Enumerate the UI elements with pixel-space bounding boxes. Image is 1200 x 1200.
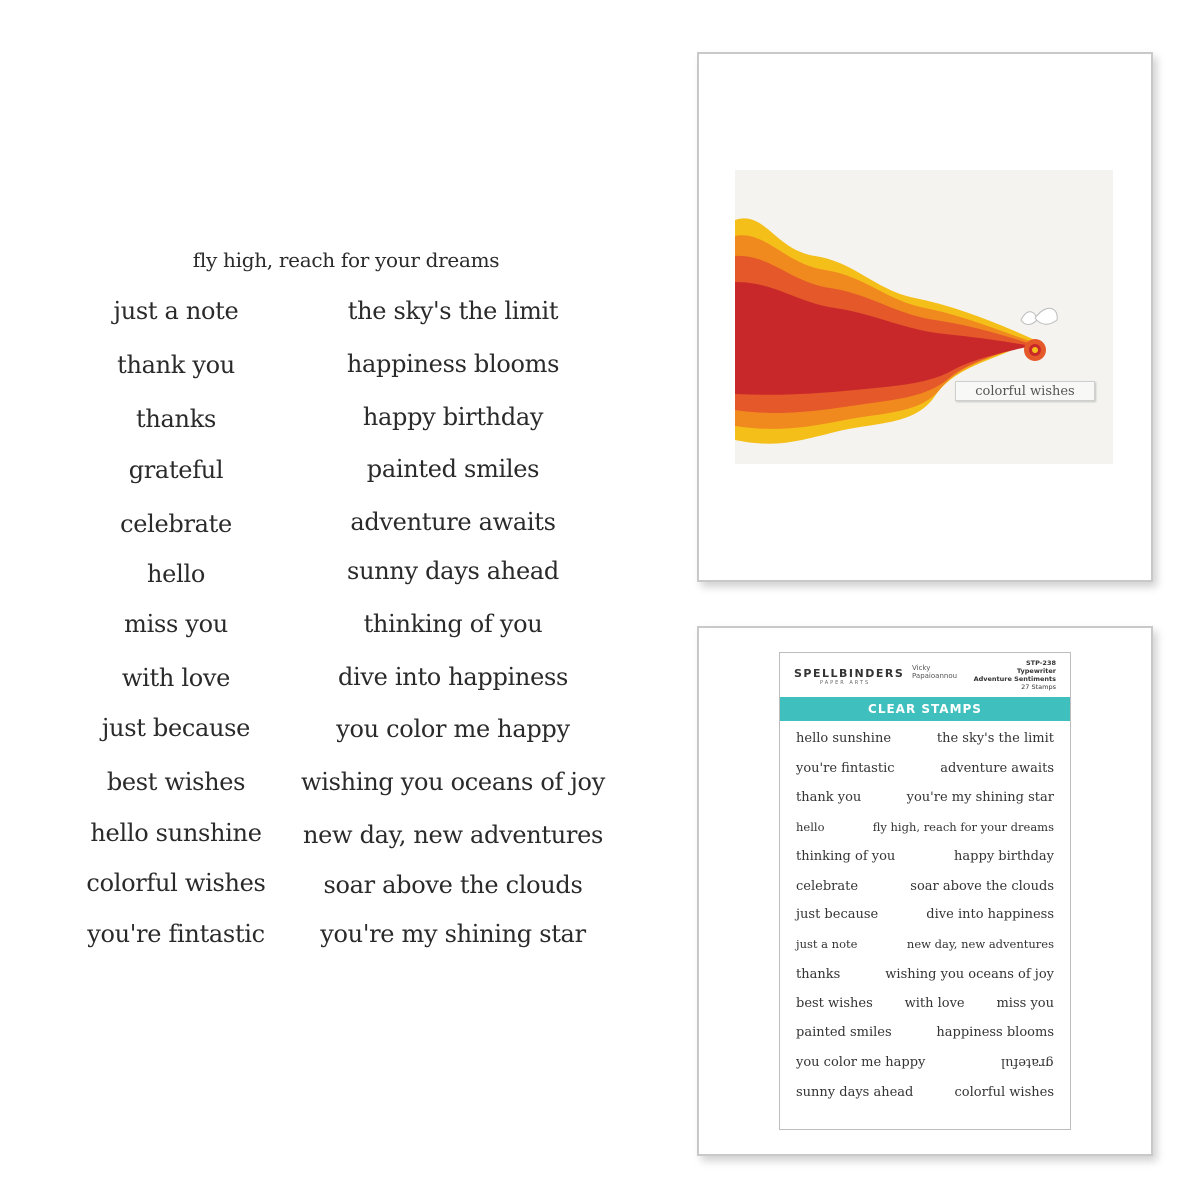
stamp-row: you're fintastic adventure awaits [796, 761, 1054, 776]
sentiment-left: with love [121, 664, 231, 692]
stamp-row: thinking of you happy birthday [796, 849, 1054, 864]
flame-waves-illustration [735, 170, 1113, 464]
sentiment-right: thinking of you [363, 610, 543, 638]
sentiment-left: thank you [117, 351, 235, 379]
package-header [780, 653, 1070, 697]
sentiment-right: new day, new adventures [302, 821, 604, 849]
sentiment-left: celebrate [120, 510, 232, 538]
stamp-row: thank you you're my shining star [796, 790, 1054, 805]
stamp-row: you color me happy grateful [796, 1055, 1054, 1070]
sentiment-left: hello sunshine [90, 819, 262, 847]
sentiment-left: best wishes [106, 768, 246, 796]
stamp-row: thanks wishing you oceans of joy [796, 967, 1054, 982]
sentiment-left: just because [101, 714, 251, 742]
brand-logo: SPELLBINDERS [794, 667, 905, 680]
sentiment-left: just a note [113, 297, 239, 325]
stamp-row: hello sunshine the sky's the limit [796, 731, 1054, 746]
clear-stamps-band: CLEAR STAMPS [780, 697, 1070, 721]
sentiment-right: sunny days ahead [347, 557, 559, 585]
stamp-row: sunny days ahead colorful wishes [796, 1085, 1054, 1100]
stamp-row: hello fly high, reach for your dreams [796, 820, 1054, 834]
sample-card-frame [697, 52, 1153, 582]
sentiment-left: you're fintastic [87, 920, 265, 948]
sentiment-left: grateful [128, 456, 224, 484]
sentiment-left: hello [147, 560, 205, 588]
sentiment-right: painted smiles [366, 455, 540, 483]
stamp-row: painted smiles happiness blooms [796, 1025, 1054, 1040]
sentiment-right: dive into happiness [337, 663, 569, 691]
designer-name: Vicky Papaioannou [912, 664, 958, 680]
sentiment-right: you're my shining star [320, 920, 586, 948]
stamp-row: just a note new day, new adventures [796, 937, 1054, 951]
sentiment-left: thanks [136, 405, 216, 433]
stamp-row: celebrate soar above the clouds [796, 879, 1054, 894]
sentiment-right: soar above the clouds [323, 871, 583, 899]
brand-subtitle: PAPER ARTS [820, 680, 871, 686]
sentiment-right: the sky's the limit [347, 297, 559, 325]
sentiment-right: wishing you oceans of joy [301, 768, 605, 796]
stamp-row: just because dive into happiness [796, 907, 1054, 922]
sentiment-left: miss you [124, 610, 228, 638]
sentiment-top: fly high, reach for your dreams [192, 248, 500, 272]
stamp-package [779, 652, 1071, 1130]
sentiment-right: happy birthday [362, 403, 544, 431]
stamp-row: best wishes with love miss you [796, 996, 1054, 1011]
product-info: STP-238 Typewriter Adventure Sentiments 27 Stamps [973, 659, 1056, 691]
sentiment-left: colorful wishes [86, 869, 266, 897]
stamp-upside-down: grateful [1001, 1055, 1054, 1070]
stamp-package-frame [697, 626, 1153, 1156]
card-paper [735, 170, 1113, 464]
card-sentiment-label: colorful wishes [955, 381, 1095, 401]
sentiment-right: you color me happy [336, 715, 570, 743]
sentiment-right: happiness blooms [346, 350, 560, 378]
stamp-list [784, 727, 1066, 1123]
sentiment-right: adventure awaits [350, 508, 556, 536]
